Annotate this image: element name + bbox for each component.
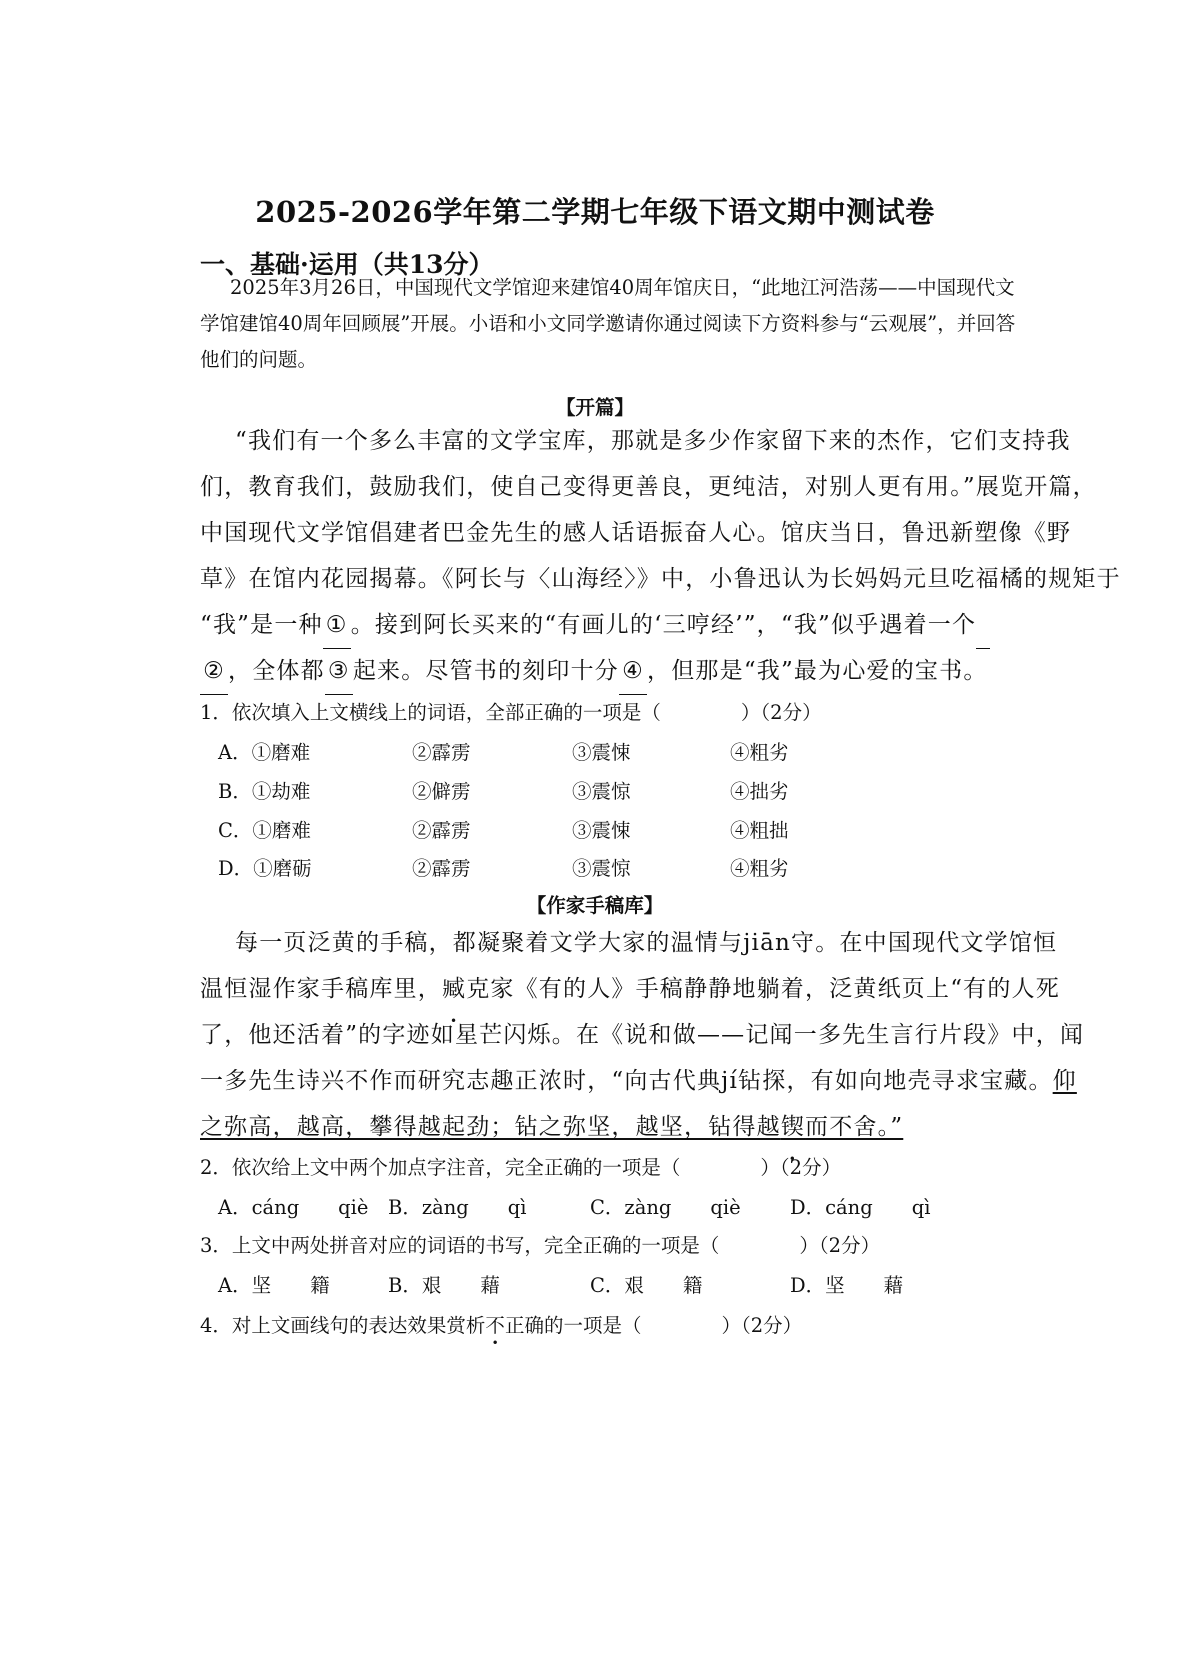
- blank-2-underline: [976, 602, 990, 649]
- question-4-stem: 正确的一项是（: [504, 1314, 642, 1337]
- question-3-score: ）（2分）: [799, 1234, 881, 1257]
- blank-1: ①: [323, 602, 351, 649]
- q1-option-cell: A．①磨难: [218, 741, 311, 764]
- underlined-sentence: 之弥高，越高，攀得越起劲；钻之弥坚，越坚，钻得越: [200, 1114, 781, 1140]
- shougao-line-5: [200, 1104, 1130, 1150]
- blank-3: ③: [325, 648, 353, 695]
- intro-line-2: 学馆建馆40周年回顾展”开展。小语和小文同学邀请你通过阅读下方资料参与“云观展”，并回答: [200, 312, 1016, 335]
- underlined-sentence-start: 仰: [1052, 1068, 1077, 1094]
- q3-option-a: A．坚 籍: [218, 1274, 330, 1297]
- shougao-text: 一多先生诗兴不作而研究志趣正浓时，“向古代典jí钻探，有如向地壳寻求宝藏。: [200, 1068, 1053, 1094]
- kaipian-text: ，但那是“我”最为心爱的宝书。: [647, 658, 988, 684]
- dotted-char-2: 锲: [780, 1114, 806, 1140]
- q3-option-d: D．坚 藉: [790, 1274, 904, 1297]
- question-1-score: ）（2分）: [740, 701, 822, 724]
- dotted-char-1: 臧: [442, 976, 467, 1002]
- q1-option-cell: ④粗劣: [730, 741, 789, 764]
- intro-line-3: 他们的问题。: [200, 348, 318, 371]
- kaipian-line-3: 中国现代文学馆倡建者巴金先生的感人话语振奋人心。馆庆当日，鲁迅新塑像《野: [200, 520, 1072, 546]
- q2-option-b: B．zàng qì: [388, 1196, 527, 1219]
- q1-option-cell: ③震惊: [572, 857, 631, 880]
- q3-option-c: C．艰 籍: [590, 1274, 703, 1297]
- q1-option-cell: ②僻雳: [412, 780, 471, 803]
- question-2: [200, 1152, 841, 1180]
- q1-option-cell: C．①磨难: [218, 819, 311, 842]
- shougao-line-1: 每一页泛黄的手稿，都凝聚着文学大家的温情与jiān守。在中国现代文学馆恒: [235, 930, 1058, 956]
- shougao-line-4: [200, 1058, 1130, 1104]
- q1-option-cell: D．①磨砺: [218, 857, 312, 880]
- q2-option-c: C．zàng qiè: [590, 1196, 741, 1219]
- dotted-char-3: 不: [485, 1314, 505, 1337]
- underlined-sentence-end: 而不舍。”: [805, 1114, 904, 1140]
- question-4-score: ）（2分）: [721, 1314, 803, 1337]
- q1-option-cell: B．①劫难: [218, 780, 311, 803]
- section-heading: 一、基础·运用（共13分）: [200, 250, 494, 279]
- blank-4: ④: [619, 648, 647, 695]
- q1-option-cell: ④粗劣: [730, 857, 789, 880]
- exam-title: 2025-2026学年第二学期七年级下语文期中测试卷: [255, 195, 935, 229]
- question-1: [200, 697, 822, 725]
- question-2-score: ）（2分）: [760, 1156, 842, 1179]
- kaipian-text: “我”是一种: [200, 612, 323, 638]
- q1-option-cell: ③震悚: [572, 819, 631, 842]
- question-3-stem: 3．上文中两处拼音对应的词语的书写，完全正确的一项是（: [200, 1234, 720, 1257]
- kaipian-line-2: 们，教育我们，鼓励我们，使自己变得更善良，更纯洁，对别人更有用。”展览开篇，: [200, 474, 1097, 500]
- blank-2: ②: [200, 648, 228, 695]
- q1-option-cell: ③震悚: [572, 741, 631, 764]
- kaipian-line-6: [200, 648, 1130, 695]
- q1-option-cell: ②霹雳: [412, 819, 471, 842]
- q1-option-cell: ②霹雳: [412, 741, 471, 764]
- kaipian-text: 起来。尽管书的刻印十分: [352, 658, 620, 684]
- kaipian-line-1: “我们有一个多么丰富的文学宝库，那就是多少作家留下来的杰作，它们支持我: [235, 428, 1071, 454]
- kaipian-text: 。接到阿长买来的“有画儿的‘三哼经’”，“我”似乎遇着一个: [350, 612, 977, 638]
- intro-line-1: 2025年3月26日，中国现代文学馆迎来建馆40周年馆庆日，“此地江河浩荡——中国现代文: [230, 276, 1015, 299]
- q3-option-b: B．艰 藉: [388, 1274, 500, 1297]
- q2-option-a: A．cáng qiè: [218, 1196, 369, 1219]
- question-3: [200, 1230, 880, 1258]
- question-4-stem: 4．对上文画线句的表达效果赏析: [200, 1314, 486, 1337]
- shougao-line-2: [200, 966, 1130, 1012]
- question-1-stem: 1．依次填入上文横线上的词语，全部正确的一项是（: [200, 701, 661, 724]
- shougao-heading: 【作家手稿库】: [526, 894, 664, 917]
- question-2-stem: 2．依次给上文中两个加点字注音，完全正确的一项是（: [200, 1156, 681, 1179]
- shougao-text: 温恒湿作家手稿库里，: [200, 976, 442, 1002]
- q1-option-cell: ③震惊: [572, 780, 631, 803]
- question-4: [200, 1310, 802, 1338]
- kaipian-line-5: [200, 602, 1130, 649]
- q1-option-cell: ④粗拙: [730, 819, 789, 842]
- q1-option-cell: ④拙劣: [730, 780, 789, 803]
- kaipian-text: ，全体都: [228, 658, 325, 684]
- shougao-text: 克家《有的人》手稿静静地躺着，泛黄纸页上“有的人死: [466, 976, 1060, 1002]
- q1-option-cell: ②霹雳: [412, 857, 471, 880]
- kaipian-heading: 【开篇】: [555, 396, 634, 419]
- kaipian-line-4: 草》在馆内花园揭幕。《阿长与〈山海经〉》中，小鲁迅认为长妈妈元旦吃福橘的规矩于: [200, 566, 1121, 592]
- q2-option-d: D．cáng qì: [790, 1196, 931, 1219]
- shougao-line-3: 了，他还活着”的字迹如星芒闪烁。在《说和做——记闻一多先生言行片段》中，闻: [200, 1022, 1085, 1048]
